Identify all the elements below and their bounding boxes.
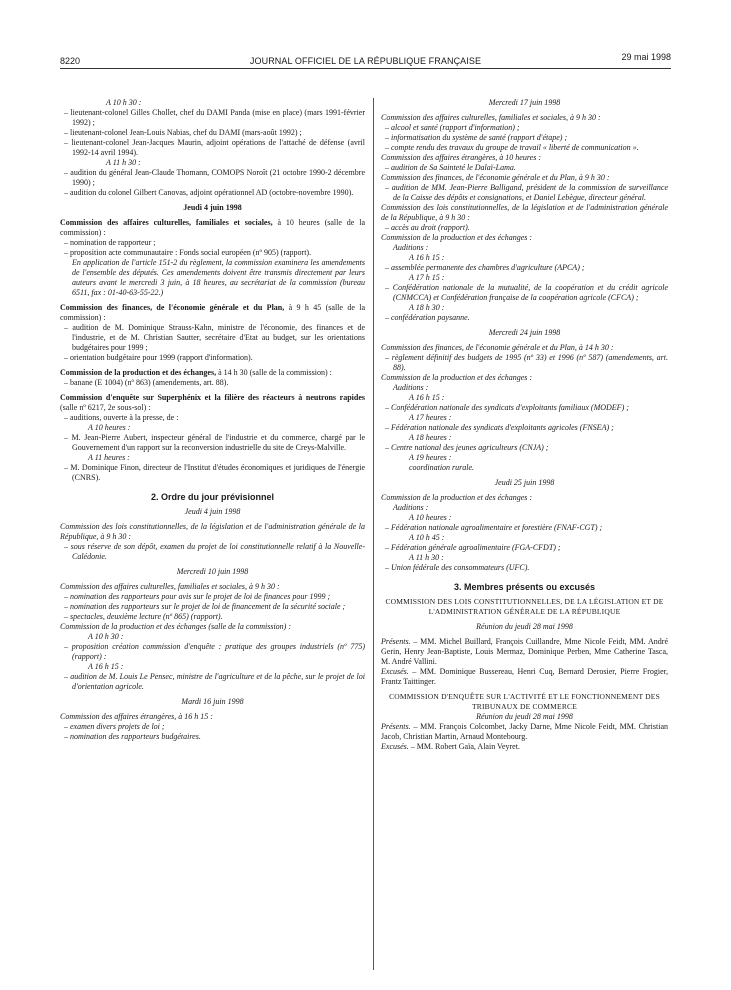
meeting-date: Réunion du jeudi 28 mai 1998: [476, 712, 573, 721]
list-item: – compte rendu des travaux du groupe de travail « liberté de communication ».: [385, 143, 639, 152]
list-item: – audition de M. Louis Le Pensec, ministre de l'agriculture et de la pêche, sur le projet de loi d'orientation agricole.: [64, 672, 365, 691]
auditions-label: Auditions :: [393, 243, 429, 252]
list-item: – audition de Sa Sainteté le Dalaï-Lama.: [385, 163, 516, 172]
excused-names: – MM. Robert Gaïa, Alain Veyret.: [410, 742, 520, 751]
list-item: – Confédération nationale de la mutualité, de la coopération et du crédit agricole (CNMCCA) et Confédération française de la coopération agricole (CFCA) ;: [385, 283, 668, 302]
list-item: – Union fédérale des consommateurs (UFC).: [385, 563, 530, 572]
attendance-excused: [381, 742, 668, 752]
list-item: – assemblée permanente des chambres d'agriculture (APCA) ;: [385, 263, 585, 272]
list-item: – proposition création commission d'enquête : pratique des groupes industriels (nº 775) (rapport) :: [64, 642, 365, 661]
commission-entry: Commission de la production et des échanges :: [381, 373, 533, 382]
commission-caps-heading: COMMISSION D'ENQUÊTE SUR L'ACTIVITÉ ET LE FONCTIONNEMENT DES TRIBUNAUX DE COMMERCE: [389, 692, 660, 711]
list-item: – banane (E 1004) (nº 863) (amendements, art. 88).: [64, 378, 229, 387]
list-item: – accès au droit (rapport).: [385, 223, 470, 232]
list-item: – Centre national des jeunes agriculteurs (CNJA) ;: [385, 443, 549, 452]
commission-name: Commission des finances, de l'économie générale et du Plan,: [60, 303, 285, 312]
time-label: A 10 h 30 :: [88, 632, 124, 641]
time-label: A 10 h 30 :: [106, 98, 142, 107]
list-item: – Fédération nationale des syndicats d'exploitants agricoles (FNSEA) ;: [385, 423, 614, 432]
commission-entry: Commission des affaires culturelles, familiales et sociales, à 9 h 30 :: [60, 582, 280, 591]
commission-details: à 14 h 30 (salle de la commission) :: [218, 368, 332, 377]
time-label: A 17 heures :: [409, 413, 452, 422]
list-item: – M. Dominique Finon, directeur de l'Institut d'études économiques et juridiques de l'énergie (CNRS).: [64, 463, 365, 482]
auditions-label: Auditions :: [393, 383, 429, 392]
time-label: A 11 heures :: [88, 453, 130, 462]
list-item: – audition du colonel Gilbert Canovas, adjoint opérationnel AD (octobre-novembre 1990).: [64, 188, 354, 197]
excused-label: Excusés.: [381, 742, 409, 751]
attendance-present: [381, 722, 668, 742]
list-item: – audition de M. Dominique Strauss-Kahn, ministre de l'économie, des finances et de l'industrie, et de M. Christian Sautter, secrétaire d'Etat au budget, sur les orientations budgétaires pour 1999 ;: [64, 323, 365, 352]
present-label: Présents.: [381, 722, 411, 731]
list-item: – examen divers projets de loi ;: [64, 722, 165, 731]
commission-details: (salle nº 6217, 2e sous-sol) :: [60, 403, 151, 412]
list-item: – orientation budgétaire pour 1999 (rapport d'information).: [64, 353, 253, 362]
section-heading: 2. Ordre du jour prévisionnel: [150, 492, 275, 502]
auditions-label: Auditions :: [393, 503, 429, 512]
day-heading: Jeudi 4 juin 1998: [183, 203, 242, 212]
commission-entry: Commission de la production et des échanges :: [381, 493, 533, 502]
list-item: – lieutenant-colonel Jean-Louis Nabias, chef du DAMI (mars-août 1992) ;: [64, 128, 302, 137]
list-item: – nomination des rapporteurs sur le projet de loi de financement de la sécurité sociale ;: [64, 602, 346, 611]
commission-entry: [60, 303, 365, 323]
page-header: [60, 52, 671, 68]
present-names: – MM. Michel Buillard, François Cuillandre, Mme Nicole Feidt, MM. André Gerin, Henry Jean-Baptiste, Louis Mermaz, Dominique Perben, Mme Catherine Tasca, M. André Vallini.: [381, 637, 669, 666]
list-item: – Fédération nationale agroalimentaire et forestière (FNAF-CGT) ;: [385, 523, 603, 532]
list-item: – informatisation du système de santé (rapport d'étape) ;: [385, 133, 568, 142]
commission-entry: [60, 218, 365, 238]
list-item: – auditions, ouverte à la presse, de :: [64, 413, 179, 422]
day-heading: Mercredi 10 juin 1998: [176, 567, 249, 576]
meeting-date: Réunion du jeudi 28 mai 1998: [476, 622, 573, 631]
left-column: [60, 98, 365, 742]
attendance-excused: [381, 667, 668, 687]
list-item: – règlement définitif des budgets de 1995 (nº 33) et 1996 (nº 587) (amendements, art. 88).: [385, 353, 668, 372]
commission-entry: Commission des affaires culturelles, familiales et sociales, à 9 h 30 :: [381, 113, 601, 122]
list-item: coordination rurale.: [409, 463, 475, 472]
day-heading: Jeudi 25 juin 1998: [494, 478, 555, 487]
time-label: A 16 h 15 :: [409, 253, 445, 262]
present-label: Présents.: [381, 637, 411, 646]
list-item: – audition du général Jean-Claude Thomann, COMOPS Noroît (21 octobre 1990-2 décembre 1990) ;: [64, 168, 365, 187]
list-item: – M. Jean-Pierre Aubert, inspecteur général de l'industrie et du commerce, chargé par le Gouvernement d'un rapport sur la reconversion industrielle du site de Creys-Malville.: [64, 433, 365, 452]
list-item: – alcool et santé (rapport d'information) ;: [385, 123, 520, 132]
list-item: – lieutenant-colonel Jean-Jacques Maurin, adjoint opérations de l'attaché de défense (avril 1992-14 avril 1994).: [64, 138, 365, 157]
attendance-present: [381, 637, 668, 667]
time-label: A 10 h 45 :: [409, 533, 445, 542]
list-item: – nomination de rapporteur ;: [64, 238, 156, 247]
issue-date: 29 mai 1998: [621, 52, 671, 62]
time-label: A 16 h 15 :: [409, 393, 445, 402]
time-label: A 16 h 15 :: [88, 662, 124, 671]
list-item: – sous réserve de son dépôt, examen du projet de loi constitutionnelle relatif à la Nouvelle-Calédonie.: [64, 542, 365, 561]
list-item: – Confédération nationale des syndicats d'exploitants familiaux (MODEF) ;: [385, 403, 629, 412]
list-item: – confédération paysanne.: [385, 313, 470, 322]
section-heading: 3. Membres présents ou excusés: [453, 582, 596, 592]
list-item: – lieutenant-colonel Gilles Chollet, chef du DAMI Panda (mise en place) (mars 1991-février 1992) ;: [64, 108, 365, 127]
page-number: 8220: [60, 56, 81, 66]
commission-details: à 9 h 45 (salle de la commission) :: [60, 303, 366, 322]
note-text: En application de l'article 151-2 du règlement, la commission examinera les amendements de l'ensemble des députés. Ces amendements doivent être transmis directement par leurs auteurs avant le mercredi 3 juin, à 18 heures, au secrétariat de la commission (bureau 6511, fax : 01-40-63-55-22.): [72, 258, 365, 297]
time-label: A 10 heures :: [409, 513, 452, 522]
time-label: A 19 heures :: [409, 453, 452, 462]
list-item: – spectacles, deuxième lecture (nº 865) (rapport).: [64, 612, 223, 621]
commission-entry: Commission des finances, de l'économie générale et du Plan, à 9 h 30 :: [381, 173, 610, 182]
list-item: – Fédération générale agroalimentaire (FGA-CFDT) ;: [385, 543, 561, 552]
list-item: – proposition acte communautaire : Fonds social européen (nº 905) (rapport).: [64, 248, 312, 257]
list-item: – nomination des rapporteurs budgétaires.: [64, 732, 201, 741]
time-label: A 18 heures :: [409, 433, 452, 442]
commission-entry: Commission de la production et des échanges :: [381, 233, 533, 242]
day-heading: Mercredi 17 juin 1998: [488, 98, 561, 107]
commission-entry: Commission des lois constitutionnelles, de la législation et de l'administration générale de la République, à 9 h 30 :: [60, 522, 365, 541]
time-label: A 17 h 15 :: [409, 273, 445, 282]
time-label: A 11 h 30 :: [106, 158, 141, 167]
commission-entry: Commission des affaires étrangères, à 16 h 15 :: [60, 712, 213, 721]
column-divider: [373, 98, 374, 970]
time-label: A 10 heures :: [88, 423, 131, 432]
excused-names: – MM. Dominique Bussereau, Henri Cuq, Bernard Derosier, Pierre Frogier, Frantz Taittinger.: [381, 667, 668, 686]
list-item: – audition de MM. Jean-Pierre Balligand, président de la commission de surveillance de la Caisse des dépôts et consignations, et Daniel Lebègue, directeur général.: [385, 183, 668, 202]
journal-title: JOURNAL OFFICIEL DE LA RÉPUBLIQUE FRANÇAISE: [249, 56, 482, 66]
commission-entry: Commission des lois constitutionnelles, de la législation et de l'administration générale de la République, à 9 h 30 :: [381, 203, 668, 222]
time-label: A 11 h 30 :: [409, 553, 444, 562]
header-rule: [60, 68, 671, 69]
right-column: [381, 98, 668, 752]
list-item: – nomination des rapporteurs pour avis sur le projet de loi de finances pour 1999 ;: [64, 592, 331, 601]
commission-entry: Commission de la production et des échanges (salle de la commission) :: [60, 622, 292, 631]
commission-caps-heading: COMMISSION DES LOIS CONSTITUTIONNELLES, DE LA LÉGISLATION ET DE L'ADMINISTRATION GÉNÉRALE DE LA RÉPUBLIQUE: [385, 597, 664, 616]
commission-name: Commission d'enquête sur Superphénix et la filière des réacteurs à neutrons rapides: [60, 393, 365, 402]
day-heading: Jeudi 4 juin 1998: [184, 507, 241, 516]
commission-name: Commission des affaires culturelles, familiales et sociales,: [60, 218, 273, 227]
day-heading: Mardi 16 juin 1998: [181, 697, 244, 706]
time-label: A 18 h 30 :: [409, 303, 445, 312]
commission-entry: Commission des finances, de l'économie générale et du Plan, à 14 h 30 :: [381, 343, 614, 352]
present-names: – MM. François Colcombet, Jacky Darne, Mme Nicole Feidt, MM. Christian Jacob, Christian Martin, Arnaud Montebourg.: [381, 722, 668, 741]
commission-entry: Commission des affaires étrangères, à 10 heures :: [381, 153, 541, 162]
commission-entry: [60, 393, 365, 413]
commission-details: à 10 heures (salle de la commission) :: [60, 218, 365, 237]
commission-entry: [60, 368, 365, 378]
day-heading: Mercredi 24 juin 1998: [488, 328, 561, 337]
commission-name: Commission de la production et des échanges,: [60, 368, 217, 377]
excused-label: Excusés.: [381, 667, 409, 676]
